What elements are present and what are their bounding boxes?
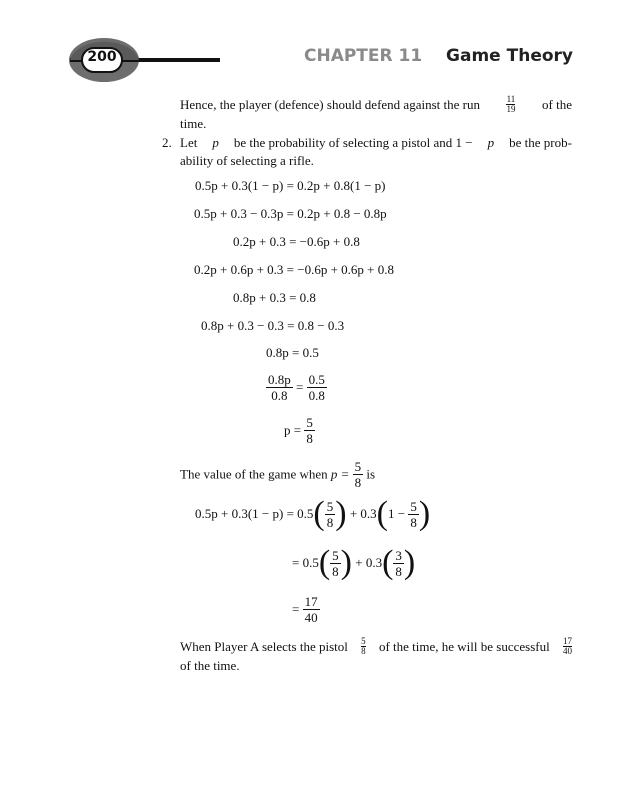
var-p: p xyxy=(487,135,495,150)
conclusion-b: of the time, he will be successful xyxy=(378,638,550,654)
chapter-label: CHAPTER 11 xyxy=(303,46,423,66)
conclusion-a: When Player A selects the pistol xyxy=(180,638,348,654)
equation-5: 0.8p + 0.3 = 0.8 xyxy=(233,290,316,305)
frac-left: $\frac{0.8p}{0.8}$ xyxy=(268,372,291,403)
equation-6: 0.8p + 0.3 − 0.3 = 0.8 − 0.3 xyxy=(201,318,345,333)
item-number: 2. xyxy=(162,135,172,150)
hence-line2: time. xyxy=(180,116,207,131)
value-eq-2: = 0.5( $\frac{5}{8}$ ) + 0.3( $\frac{3}{8}$ ) xyxy=(292,544,416,581)
frac-5-8-inline: $\frac{5}{8}$ xyxy=(354,459,362,490)
fraction-17-40-small: 17 40 xyxy=(563,636,572,656)
conclusion-line2: of the time. xyxy=(180,658,240,673)
paragraph-hence xyxy=(180,95,572,132)
conclusion-paragraph xyxy=(180,637,572,674)
chapter-title: Game Theory xyxy=(446,46,573,66)
value-eq-3: = $\frac{17}{40}$ xyxy=(292,594,318,625)
hence-text-after: of the xyxy=(542,96,572,112)
fraction-equation: $\frac{0.8p}{0.8}$ = $\frac{0.5}{0.8}$ xyxy=(268,372,325,403)
item2-end: be the prob- xyxy=(509,135,572,150)
equation-3: 0.2p + 0.3 = −0.6p + 0.8 xyxy=(233,234,360,249)
value-eq-1: 0.5p + 0.3(1 − p) = 0.5( $\frac{5}{8}$ ) + 0.3(1 − $\frac{5}{8}$ ) xyxy=(195,495,431,532)
game-value-line: The value of the game when p = $\frac{5}{8}$ is xyxy=(180,459,376,490)
equation-4: 0.2p + 0.6p + 0.3 = −0.6p + 0.6p + 0.8 xyxy=(194,262,394,277)
hence-text: Hence, the player (defence) should defend against the run xyxy=(180,96,480,112)
chapter-heading xyxy=(304,46,573,66)
item2-text xyxy=(180,135,572,169)
item2-middle: be the probability of selecting a pistol and 1 − xyxy=(233,135,473,150)
frac-5-8: $\frac{5}{8}$ xyxy=(306,415,313,446)
frac-right: $\frac{0.5}{0.8}$ xyxy=(308,372,325,403)
fraction-11-19: 11 19 xyxy=(506,94,516,114)
equation-7: 0.8p = 0.5 xyxy=(266,345,319,360)
equation-2: 0.5p + 0.3 − 0.3p = 0.2p + 0.8 − 0.8p xyxy=(194,206,387,221)
item2-let: Let xyxy=(180,135,198,150)
page-header xyxy=(0,0,635,90)
item2-line2: ability of selecting a rifle. xyxy=(180,153,314,168)
page-number: 200 xyxy=(87,49,117,65)
var-p: p xyxy=(212,135,219,150)
fraction-5-8-small: 5 8 xyxy=(361,636,366,656)
equation-1: 0.5p + 0.3(1 − p) = 0.2p + 0.8(1 − p) xyxy=(195,178,386,193)
p-result: p = $\frac{5}{8}$ xyxy=(284,415,313,446)
